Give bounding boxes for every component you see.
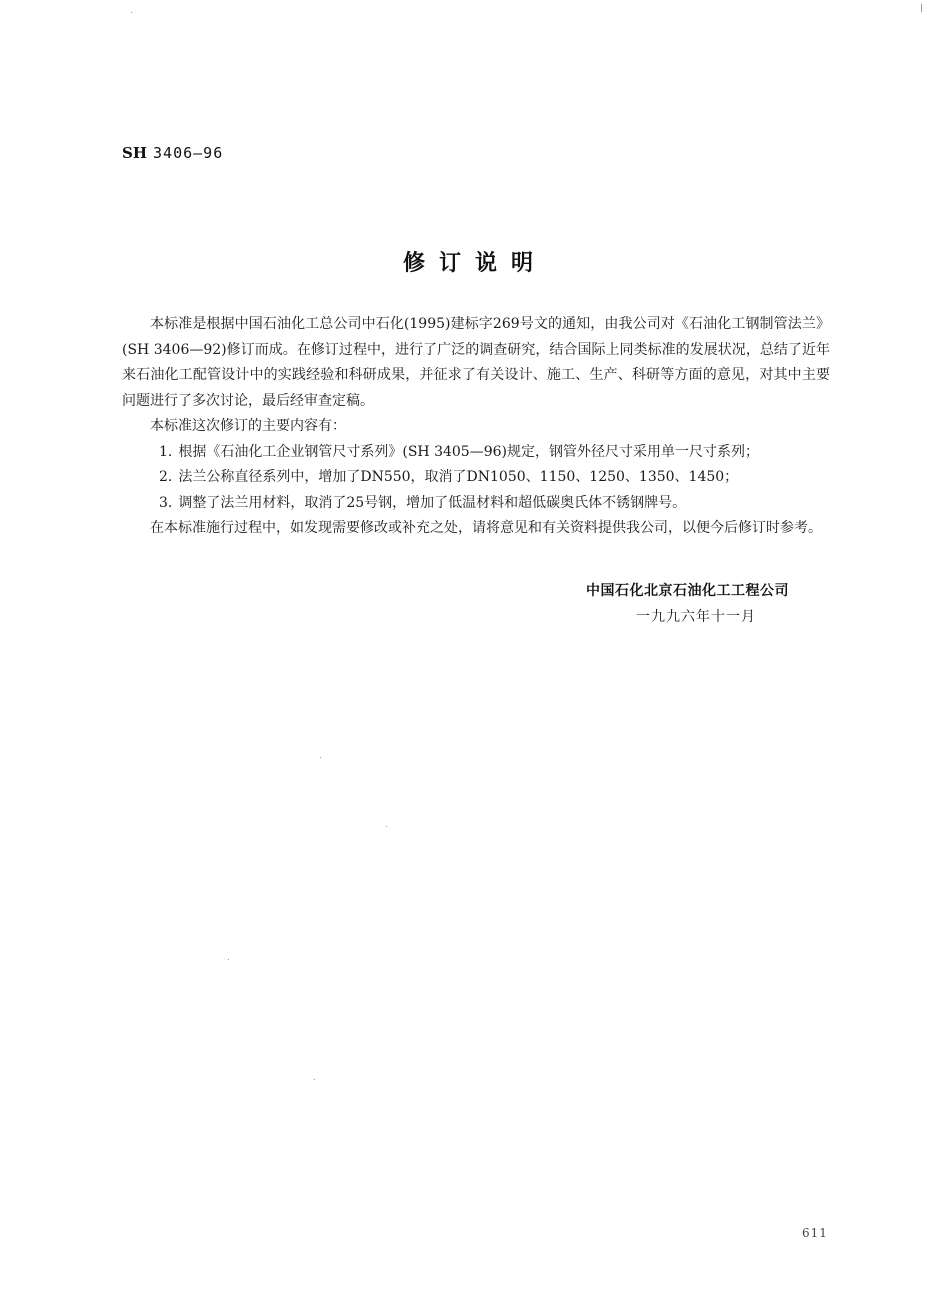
standard-code (122, 144, 223, 162)
standard-prefix: SH (122, 144, 148, 162)
list-item (122, 465, 830, 491)
standard-number: 3406—96 (153, 144, 224, 162)
page-number: 611 (802, 1226, 828, 1240)
scan-speck (921, 4, 922, 12)
signature-organization: 中国石化北京石油化工工程公司 (586, 583, 789, 599)
list-item (122, 491, 830, 517)
item-text: 调整了法兰用材料，取消了25号钢，增加了低温材料和超低碳奥氏体不锈钢牌号。 (178, 494, 687, 511)
scan-speck (314, 1079, 315, 1080)
item-number: 2. (159, 469, 173, 485)
lead-paragraph: 本标准这次修订的主要内容有： (150, 418, 346, 434)
closing-paragraph: 在本标准施行过程中，如发现需要修改或补充之处，请将意见和有关资料提供我公司，以便今后修订时参考。 (150, 520, 822, 536)
item-number: 1. (159, 443, 173, 460)
item-number: 3. (159, 494, 173, 511)
body-text (122, 312, 830, 542)
scan-speck (386, 826, 387, 827)
scan-speck (228, 959, 229, 960)
item-text: 法兰公称直径系列中，增加了DN550，取消了DN1050、1150、1250、1350、1450； (178, 469, 739, 485)
item-text: 根据《石油化工企业钢管尺寸系列》(SH 3405—96)规定，钢管外径尺寸采用单一尺寸系列； (178, 443, 759, 460)
signature-date: 一九九六年十一月 (636, 609, 756, 625)
scan-speck (131, 12, 132, 13)
scan-speck (320, 757, 321, 758)
list-item (122, 440, 830, 466)
page-title: 修订说明 (402, 251, 547, 276)
intro-paragraph: 本标准是根据中国石油化工总公司中石化(1995)建标字269号文的通知，由我公司对《石油化工钢制管法兰》(SH 3406—92)修订而成。在修订过程中，进行了广泛的调查研究，结合国际上同类标准的发展状况，总结了近年来石油化工配管设计中的实践经验和科研成果，并征求了有关设计、施工、生产、科研等方面的意见，对其中主要问题进行了多次讨论，最后经审查定稿。 (122, 316, 830, 409)
